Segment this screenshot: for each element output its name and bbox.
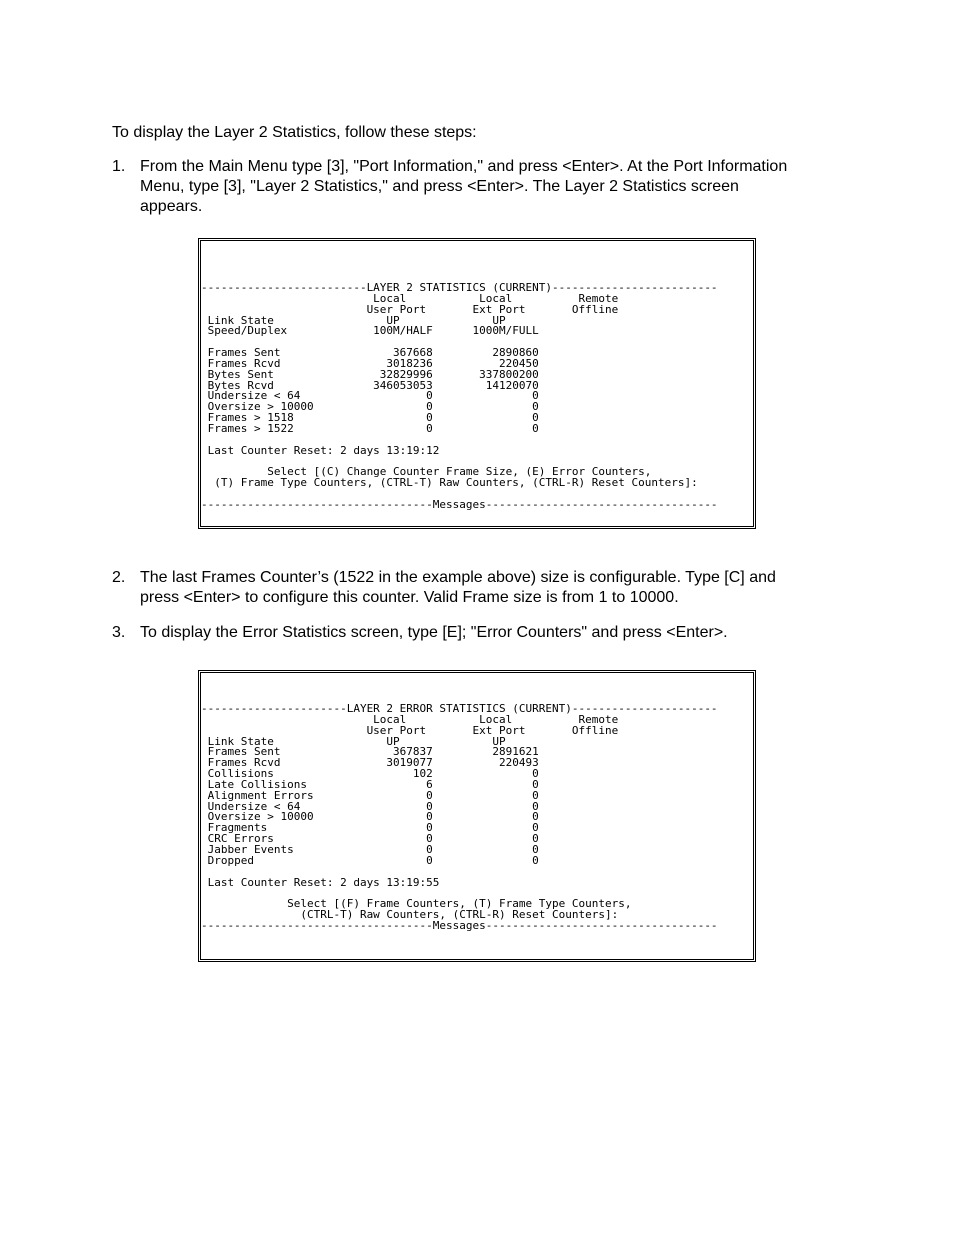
screen-text: -------------------------LAYER 2 STATISTICS (CURRENT)------------------------- Local Local Remote User Port Ext Port Offline Link State UP UP Speed/Duplex 100M/HALF 1000M/FULL Frames Sent 367668 2890860 Frames Rcvd 3018236 220450 Bytes Sent 32829996 337800200 Bytes Rcvd 346053053 14120070 Undersize < 64 0 0 Oversize > 10000 0 0 Frames > 1518 0 0 Frames > 1522 0 0 Last Counter Reset: 2 days 13:19:12 Select [(C) Change Counter Frame Size, (E) Error Counters, (T) Frame Type Counters, (CTRL-T) Raw Counters, (CTRL-R) Reset Counters]: -----------------------------------Messages----------------------------------- <box>201 281 718 511</box>
step-line: From the Main Menu type [3], "Port Information," and press <Enter>. At the Port Information <box>140 158 788 175</box>
screen-text: ----------------------LAYER 2 ERROR STATISTICS (CURRENT)---------------------- Local Local Remote User Port Ext Port Offline Link State UP UP Frames Sent 367837 2891621 Frames Rcvd 3019077 220493 Collisions 102 0 Late Collisions 6 0 Alignment Errors 0 0 Undersize < 64 0 0 Oversize > 10000 0 0 Fragments 0 0 CRC Errors 0 0 Jabber Events 0 0 Dropped 0 0 Last Counter Reset: 2 days 13:19:55 Select [(F) Frame Counters, (T) Frame Type Counters, (CTRL-T) Raw Counters, (CTRL-R) Reset Counters]: -----------------------------------Messages----------------------------------- <box>201 702 718 932</box>
step-text <box>140 623 840 643</box>
intro-text: To display the Layer 2 Statistics, follow these steps: <box>112 124 477 141</box>
step-number: 2. <box>112 569 126 586</box>
layer2-error-statistics-screen <box>198 670 756 962</box>
step-text <box>140 157 840 217</box>
step-text <box>140 568 840 608</box>
step-line: To display the Error Statistics screen, type [E]; "Error Counters" and press <Enter>. <box>140 624 728 641</box>
step-number: 1. <box>112 158 126 175</box>
step-line: appears. <box>140 198 203 215</box>
step-line: press <Enter> to configure this counter. Valid Frame size is from 1 to 10000. <box>140 589 679 606</box>
layer2-statistics-screen <box>198 238 756 529</box>
step-line: Menu, type [3], "Layer 2 Statistics," and press <Enter>. The Layer 2 Statistics screen <box>140 178 739 195</box>
step-number: 3. <box>112 624 126 641</box>
step-line: The last Frames Counter’s (1522 in the example above) size is configurable. Type [C] and <box>140 569 776 586</box>
